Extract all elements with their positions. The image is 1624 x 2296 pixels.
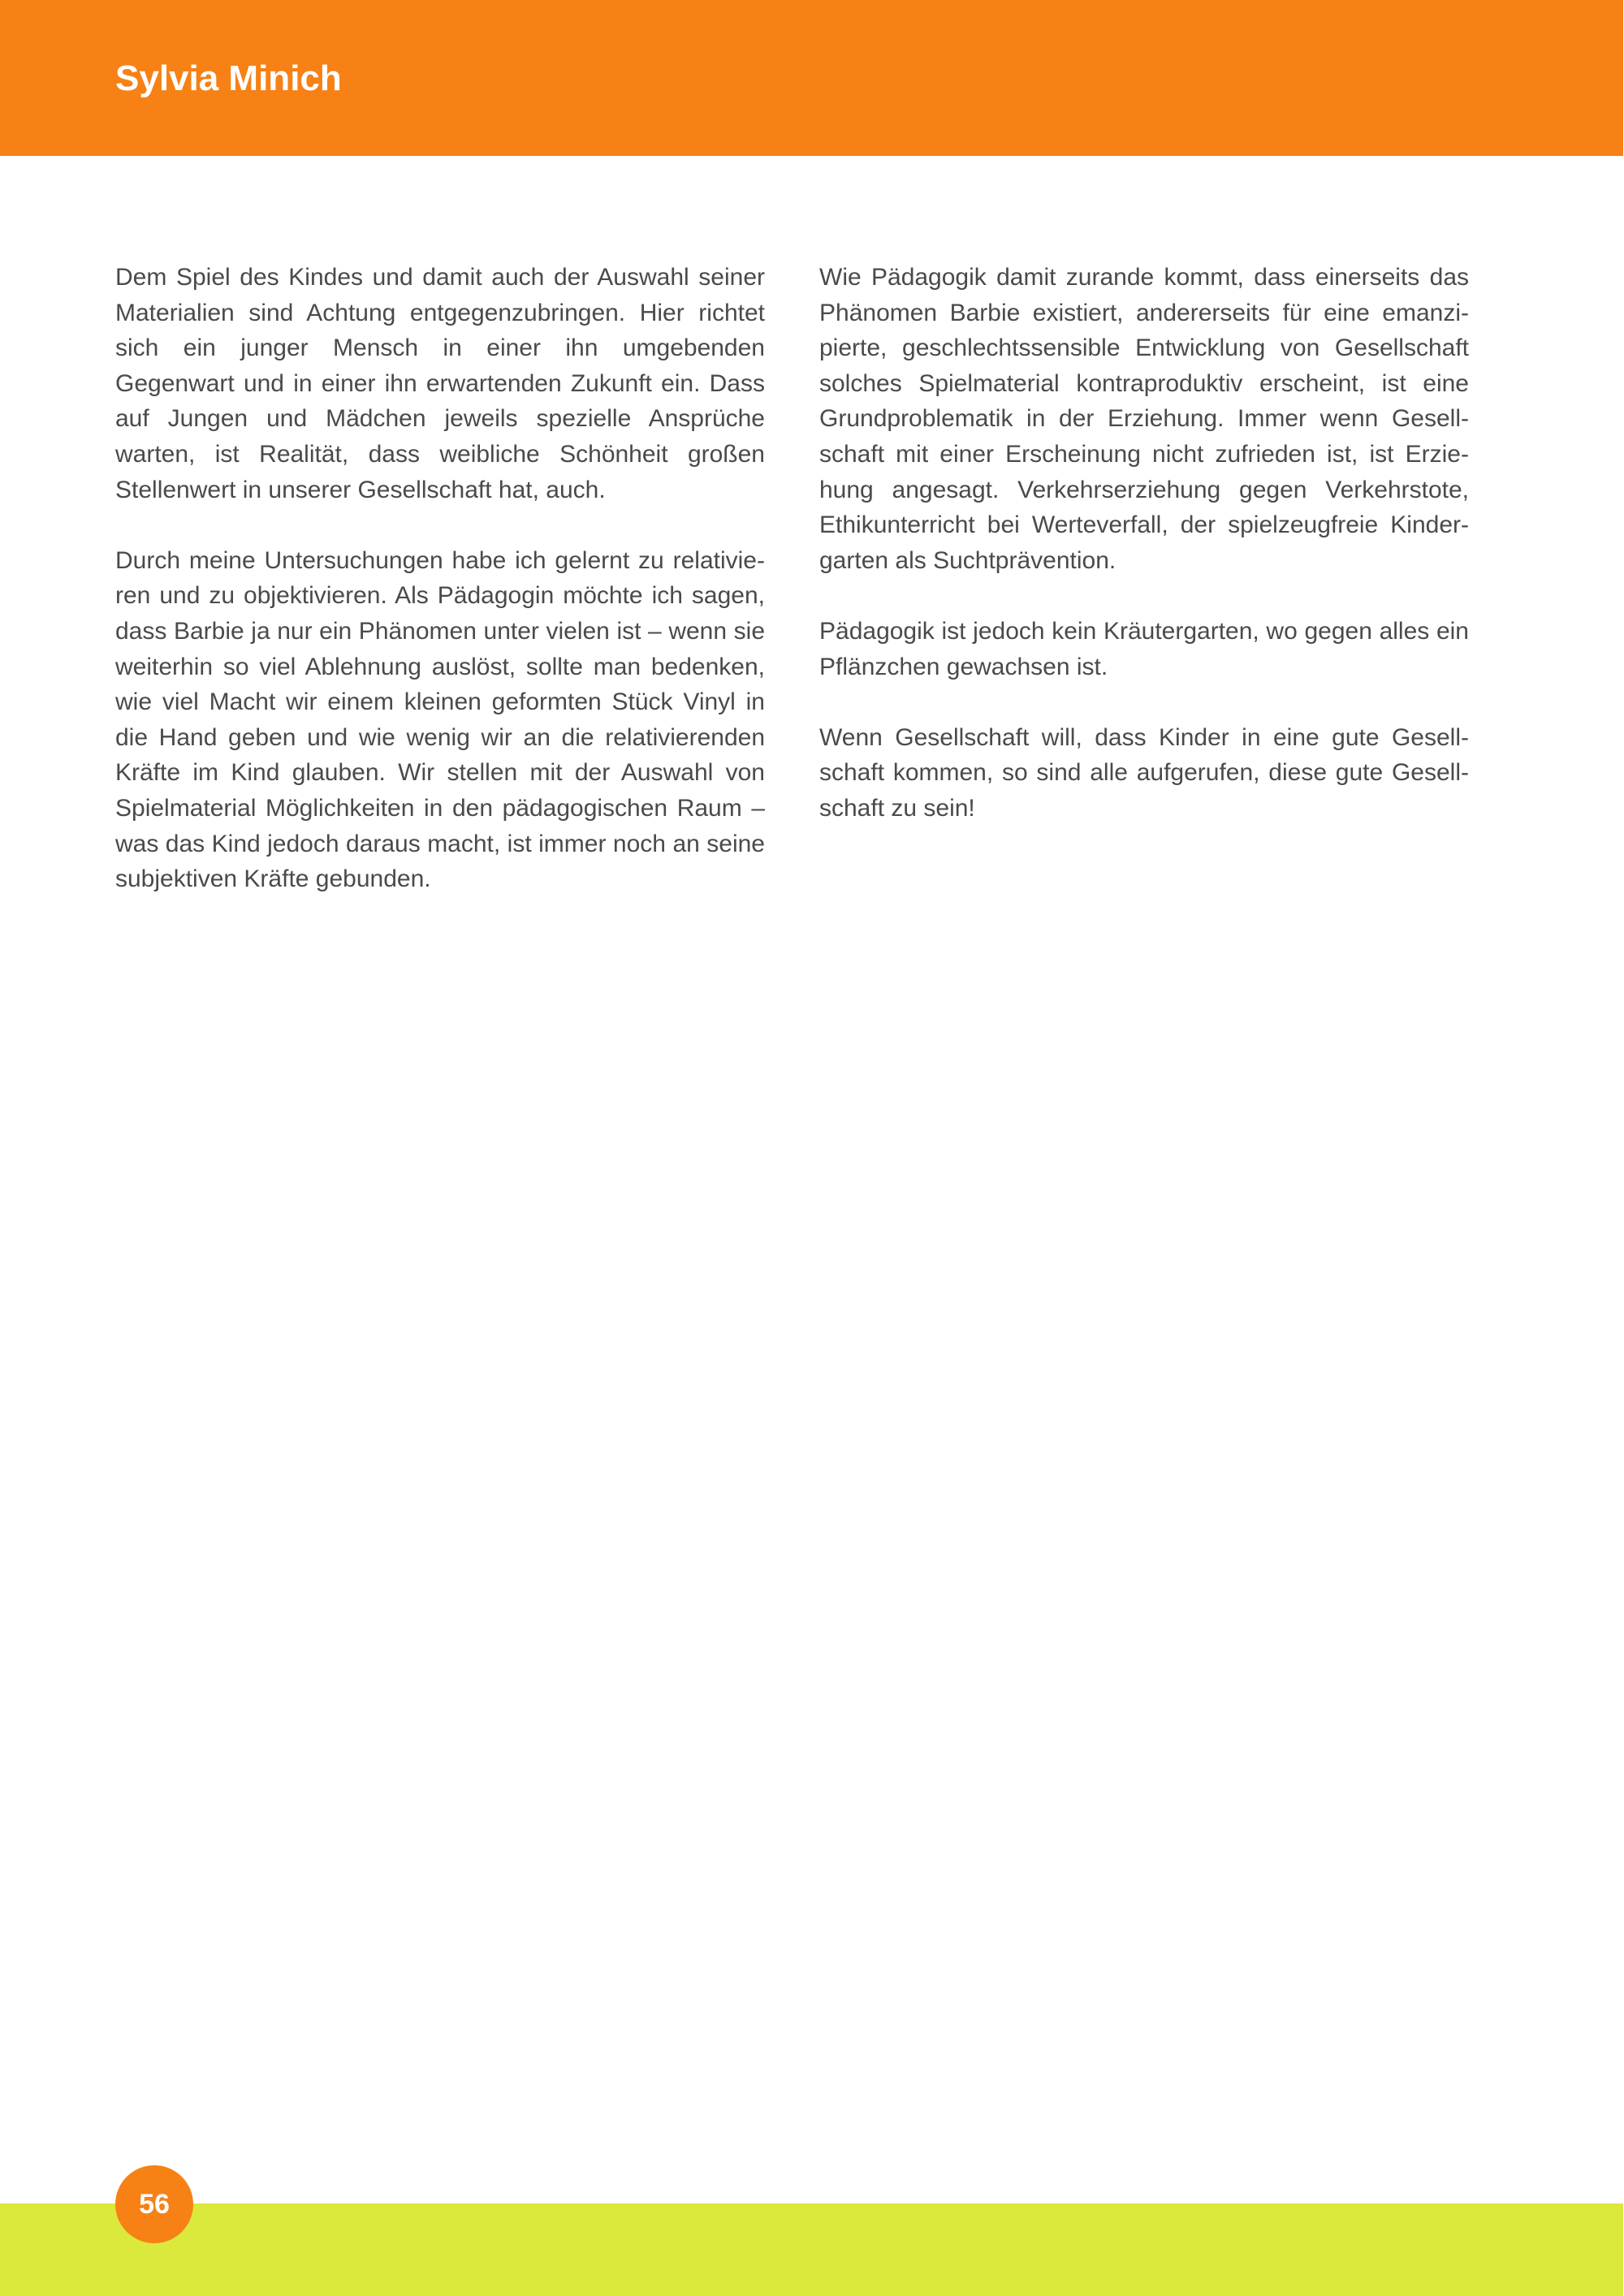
footer-band [0,2203,1623,2296]
paragraph: Dem Spiel des Kindes und damit auch der Auswahl seiner Materialien sind Achtung entgegenzubringen. Hier richtet sich ein junger Mensch in einer ihn umgebenden Gegenwart und in einer ihn erwartenden Zukunft ein. Dass auf Jungen und Mädchen jeweils spezielle Ansprüche warten, ist Realität, dass weibliche Schönheit großen Stellenwert in unserer Gesellschaft hat, auch. [115,264,765,503]
text-column-right [819,260,1469,826]
paragraph: Wie Pädagogik damit zurande kommt, dass einerseits das Phänomen Barbie existiert, andererseits für eine emanzipierte, geschlechtssensible Entwicklung von Gesellschaft solches Spielmaterial kontraproduktiv erscheint, ist eine Grundproblematik in der Erziehung. Immer wenn Gesellschaft mit einer Erscheinung nicht zufrieden ist, ist Erziehung angesagt. Verkehrserziehung gegen Verkehrstote, Ethikunterricht bei Werteverfall, der spielzeugfreie Kindergarten als Suchtprävention. [819,264,1469,574]
paragraph: Pädagogik ist jedoch kein Kräutergarten, wo gegen alles ein Pflänzchen gewachsen ist. [819,617,1469,680]
author-name: Sylvia Minich [115,58,342,98]
header-band [0,0,1623,156]
paragraph: Wenn Gesellschaft will, dass Kinder in eine gute Gesellschaft kommen, so sind alle aufgerufen, diese gute Gesellschaft zu sein! [819,723,1469,822]
paragraph: Durch meine Untersuchungen habe ich gelernt zu relativieren und zu objektivieren. Als Pädagogin möchte ich sagen, dass Barbie ja nur ein Phänomen unter vielen ist – wenn sie weiterhin so viel Ablehnung auslöst, sollte man bedenken, wie viel Macht wir einem kleinen geformten Stück Vinyl in die Hand geben und wie wenig wir an die relativierenden Kräfte im Kind glauben. Wir stellen mit der Auswahl von Spielmaterial Möglichkeiten in den pädagogischen Raum – was das Kind jedoch daraus macht, ist immer noch an seine subjektiven Kräfte gebunden. [115,546,765,893]
page-number-badge: 56 [115,2165,193,2243]
text-column-left [115,260,765,897]
